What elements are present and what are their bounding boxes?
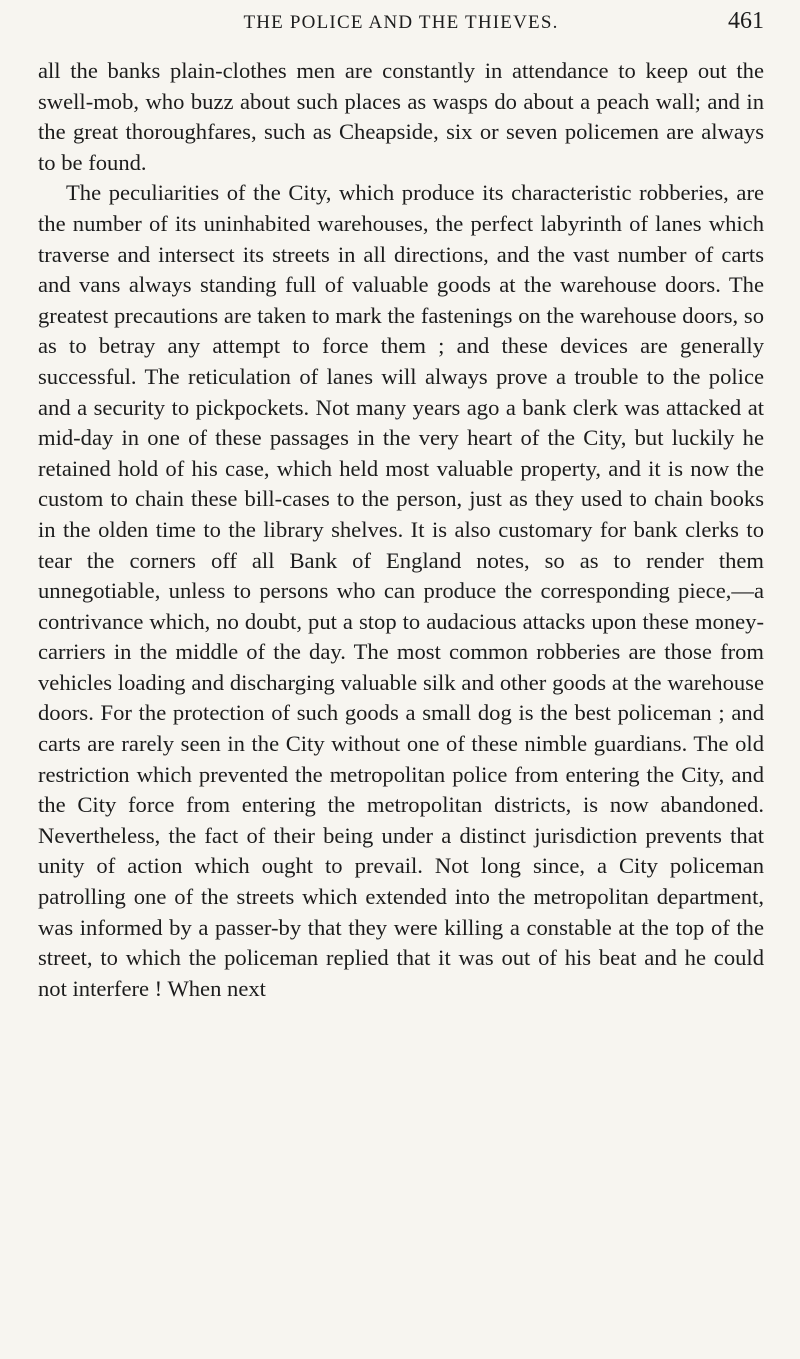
body-text <box>38 56 764 1004</box>
page-header <box>38 6 764 46</box>
paragraph-2: The peculiarities of the City, which produce its characteristic robberies, are the number of its uninhabited warehouses, the perfect labyrinth of lanes which traverse and intersect its streets in all directions, and the vast number of carts and vans always standing full of valuable goods at the warehouse doors. The greatest precautions are taken to mark the fastenings on the warehouse doors, so as to betray any attempt to force them ; and these devices are generally successful. The reticulation of lanes will always prove a trouble to the police and a security to pickpockets. Not many years ago a bank clerk was attacked at mid-day in one of these passages in the very heart of the City, but luckily he retained hold of his case, which held most valuable property, and it is now the custom to chain these bill-cases to the person, just as they used to chain books in the olden time to the library shelves. It is also customary for bank clerks to tear the corners off all Bank of England notes, so as to render them unnegotiable, unless to persons who can produce the corresponding piece,—a contrivance which, no doubt, put a stop to audacious attacks upon these money-carriers in the middle of the day. The most common robberies are those from vehicles loading and discharging valuable silk and other goods at the warehouse doors. For the protection of such goods a small dog is the best policeman ; and carts are rarely seen in the City without one of these nimble guardians. The old restriction which prevented the metropolitan police from entering the City, and the City force from entering the metropolitan districts, is now abandoned. Nevertheless, the fact of their being under a distinct jurisdiction prevents that unity of action which ought to prevail. Not long since, a City policeman patrolling one of the streets which extended into the metropolitan department, was informed by a passer-by that they were killing a constable at the top of the street, to which the policeman replied that it was out of his beat and he could not interfere ! When next <box>38 180 764 1001</box>
paragraph-1: all the banks plain-clothes men are constantly in attendance to keep out the swell-mob, who buzz about such places as wasps do about a peach wall; and in the great thoroughfares, such as Cheapside, six or seven policemen are always to be found. <box>38 58 764 175</box>
running-head: THE POLICE AND THE THIEVES. <box>243 12 559 33</box>
page-number: 461 <box>728 8 764 34</box>
